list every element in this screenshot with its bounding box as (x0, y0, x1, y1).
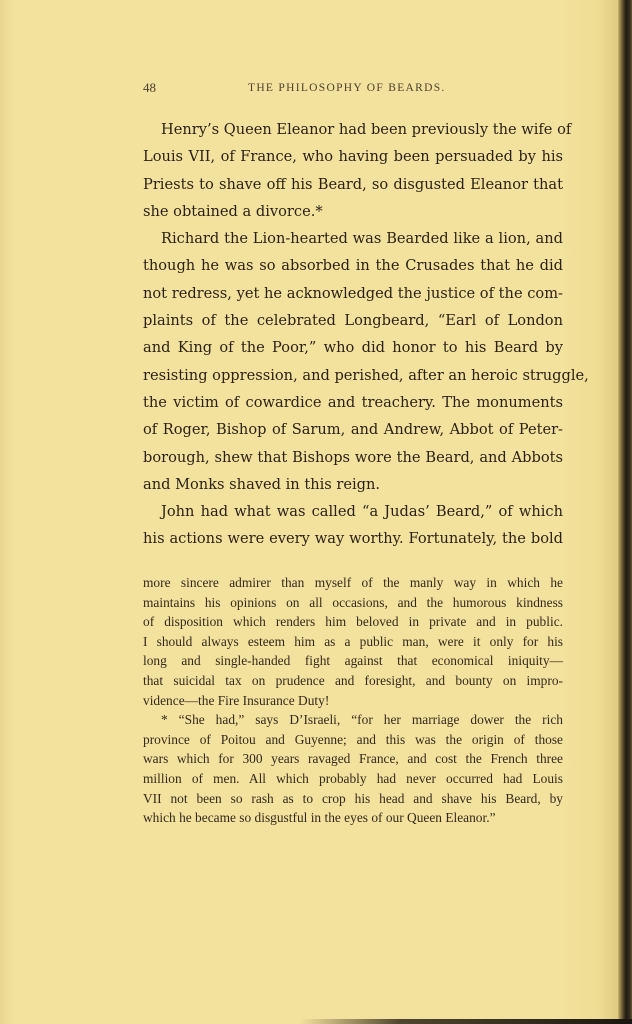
text-line: she obtained a divorce.* (143, 202, 323, 220)
text-line: not redress, yet he acknowledged the justice of the com- (143, 284, 563, 302)
footnote-line: I should always esteem him as a public man, were it only for his (143, 633, 563, 649)
main-text (143, 116, 589, 553)
text-line: though he was so absorbed in the Crusades that he did (143, 257, 563, 275)
footnotes (143, 573, 563, 828)
text-line: his actions were every way worthy. Fortunately, the bold (143, 530, 563, 548)
footnote-line: which he became so disgustful in the eyes of our Queen Eleanor.” (143, 810, 496, 826)
footnote-line: VII not been so rash as to crop his head and shave his Beard, by (143, 790, 563, 806)
footnote-line: million of men. All which probably had never occurred had Louis (143, 770, 563, 786)
page-number: 48 (143, 80, 156, 95)
text-line: and King of the Poor,” who did honor to his Beard by (143, 339, 563, 357)
page-header (143, 80, 563, 100)
text-line: the victim of cowardice and treachery. The monuments (143, 393, 563, 411)
footnote-line: of disposition which renders him beloved in private and in public. (143, 614, 563, 630)
text-line: and Monks shaved in this reign. (143, 475, 381, 493)
text-line: of Roger, Bishop of Sarum, and Andrew, Abbot of Peter- (143, 421, 563, 439)
footnote-line: that suicidal tax on prudence and foresight, and bounty on impro- (143, 672, 563, 688)
text-line: Priests to shave off his Beard, so disgusted Eleanor that (143, 175, 563, 193)
footnote-line: vidence—the Fire Insurance Duty! (143, 692, 330, 708)
footnote-line: province of Poitou and Guyenne; and this was the origin of those (143, 731, 563, 747)
footnote-line: long and single-handed fight against that economical iniquity— (143, 653, 563, 669)
footnote-line: wars which for 300 years ravaged France, and cost the French three (143, 751, 563, 767)
text-line: Louis VII, of France, who having been persuaded by his (143, 148, 563, 166)
footnote-line: * “She had,” says D’Israeli, “for her marriage dower the rich (161, 712, 563, 728)
text-line: John had what was called “a Judas’ Beard,” of which (161, 503, 563, 521)
text-line: Richard the Lion-hearted was Bearded like a lion, and (161, 230, 563, 248)
text-line: Henry’s Queen Eleanor had been previously the wife of (161, 121, 572, 138)
text-line: plaints of the celebrated Longbeard, “Earl of London (143, 312, 563, 330)
footnote-line: maintains his opinions on all occasions, and the humorous kindness (143, 594, 563, 610)
page-bottom-edge (300, 1019, 632, 1024)
text-line: resisting oppression, and perished, after an heroic struggle, (143, 366, 589, 384)
page-gutter-edge (618, 0, 632, 1024)
footnote-line: more sincere admirer than myself of the manly way in which he (143, 575, 563, 590)
running-head: THE PHILOSOPHY OF BEARDS. (248, 82, 446, 94)
text-line: borough, shew that Bishops wore the Beard, and Abbots (143, 448, 563, 466)
